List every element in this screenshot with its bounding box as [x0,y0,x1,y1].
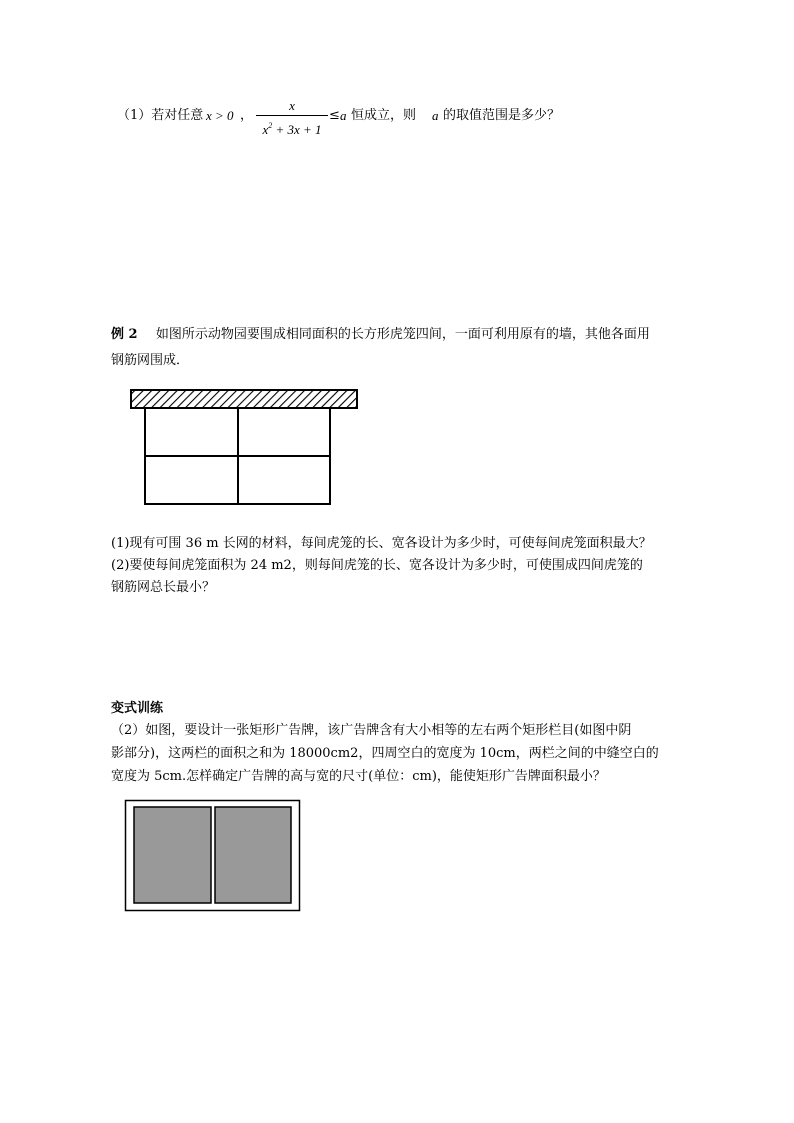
fraction-numerator: x [289,98,295,113]
q1-leq: ≤ [329,108,340,123]
right-column-shaded [215,807,291,903]
q1-condition: x > 0 [206,108,234,123]
example2-q2-line1: (2)要使每间虎笼面积为 24 m2，则每间虎笼的长、宽各设计为多少时，可使围成四间虎笼的 [111,558,643,573]
example2-q2-line2: 钢筋网总长最小？ [111,580,216,595]
example2-line2: 钢筋网围成． [111,353,190,368]
variant-line2: 影部分)，这两栏的面积之和为 18000cm2，四周空白的宽度为 10cm，两栏之间的中缝空白的 [111,746,659,761]
variant-line3: 宽度为 5cm.怎样确定广告牌的高与宽的尺寸(单位：cm)，能使矩形广告牌面积最小？ [111,769,606,784]
example2-label: 例 2 [111,327,138,342]
billboard-diagram [124,799,302,913]
q1-comma: ， [240,108,254,123]
q1-prefix: （1）若对任意 [117,108,204,123]
q1-suffix: 的取值范围是多少？ [443,108,561,123]
fraction-denominator: $x^2 + 3x + 1$ [262,121,322,137]
left-column-shaded [134,807,211,903]
q1-var-a2: a [432,108,439,123]
tiger-cage-diagram [128,388,360,508]
example2-line1: 例 2 如图所示动物园要围成相同面积的长方形虎笼四间，一面可利用原有的墙，其他各面用 [111,327,650,342]
example2-q1: (1)现有可围 36 m 长网的材料，每间虎笼的长、宽各设计为多少时，可使每间虎笼面积最大？ [111,536,652,551]
q1-fraction [256,98,328,138]
variant-title: 变式训练 [111,701,164,716]
variant-line1: （2）如图，要设计一张矩形广告牌，该广告牌含有大小相等的左右两个矩形栏目(如图中阴 [111,723,632,738]
q1-mid-text: 恒成立，则 [351,108,417,123]
q1-var-a: a [340,108,347,123]
wall-hatch [131,390,357,408]
fraction-bar [256,115,328,116]
